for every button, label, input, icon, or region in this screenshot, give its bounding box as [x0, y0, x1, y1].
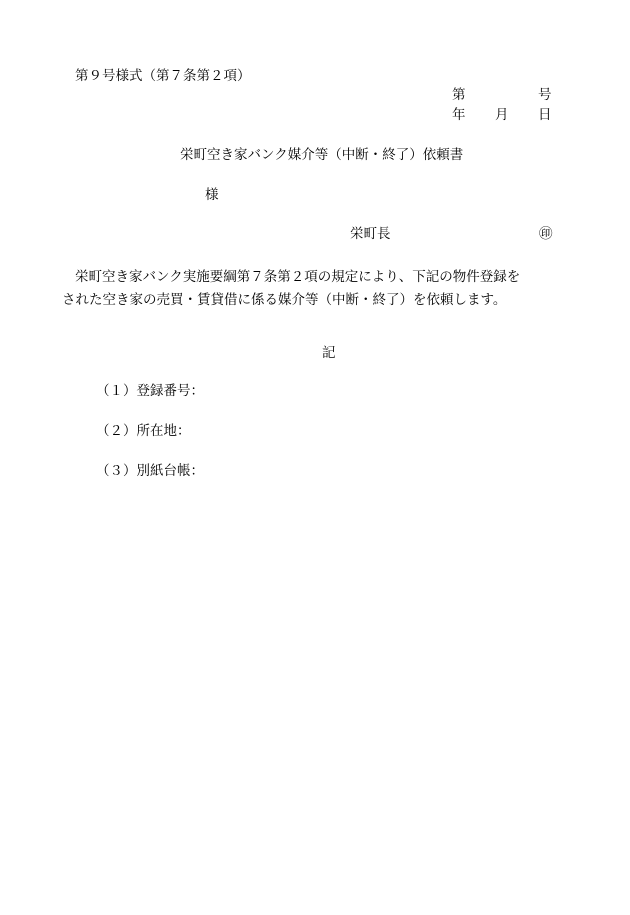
number-prefix: 第	[452, 87, 466, 103]
document-title: 栄町空き家バンク媒介等（中断・終了）依頼書	[180, 147, 464, 163]
body-paragraph	[62, 266, 558, 312]
seal-mark: ㊞	[539, 226, 553, 242]
form-number: 第９号様式（第７条第２項）	[75, 68, 251, 84]
item-location: （２）所在地：	[96, 423, 191, 439]
date-day: 日	[538, 107, 552, 123]
recipient-line: 様	[205, 187, 219, 203]
number-suffix: 号	[538, 87, 552, 103]
body-line-1: 栄町空き家バンク実施要綱第７条第２項の規定により、下記の物件登録を	[75, 269, 521, 285]
item-registration-number: （１）登録番号：	[96, 383, 204, 399]
item-attached-ledger: （３）別紙台帳：	[96, 463, 204, 479]
body-line-2: された空き家の売買・賃貸借に係る媒介等（中断・終了）を依頼します。	[62, 292, 507, 308]
sender-name: 栄町長	[350, 226, 391, 242]
date-year: 年	[452, 107, 466, 123]
ki-heading: 記	[322, 345, 336, 361]
date-month: 月	[495, 107, 509, 123]
